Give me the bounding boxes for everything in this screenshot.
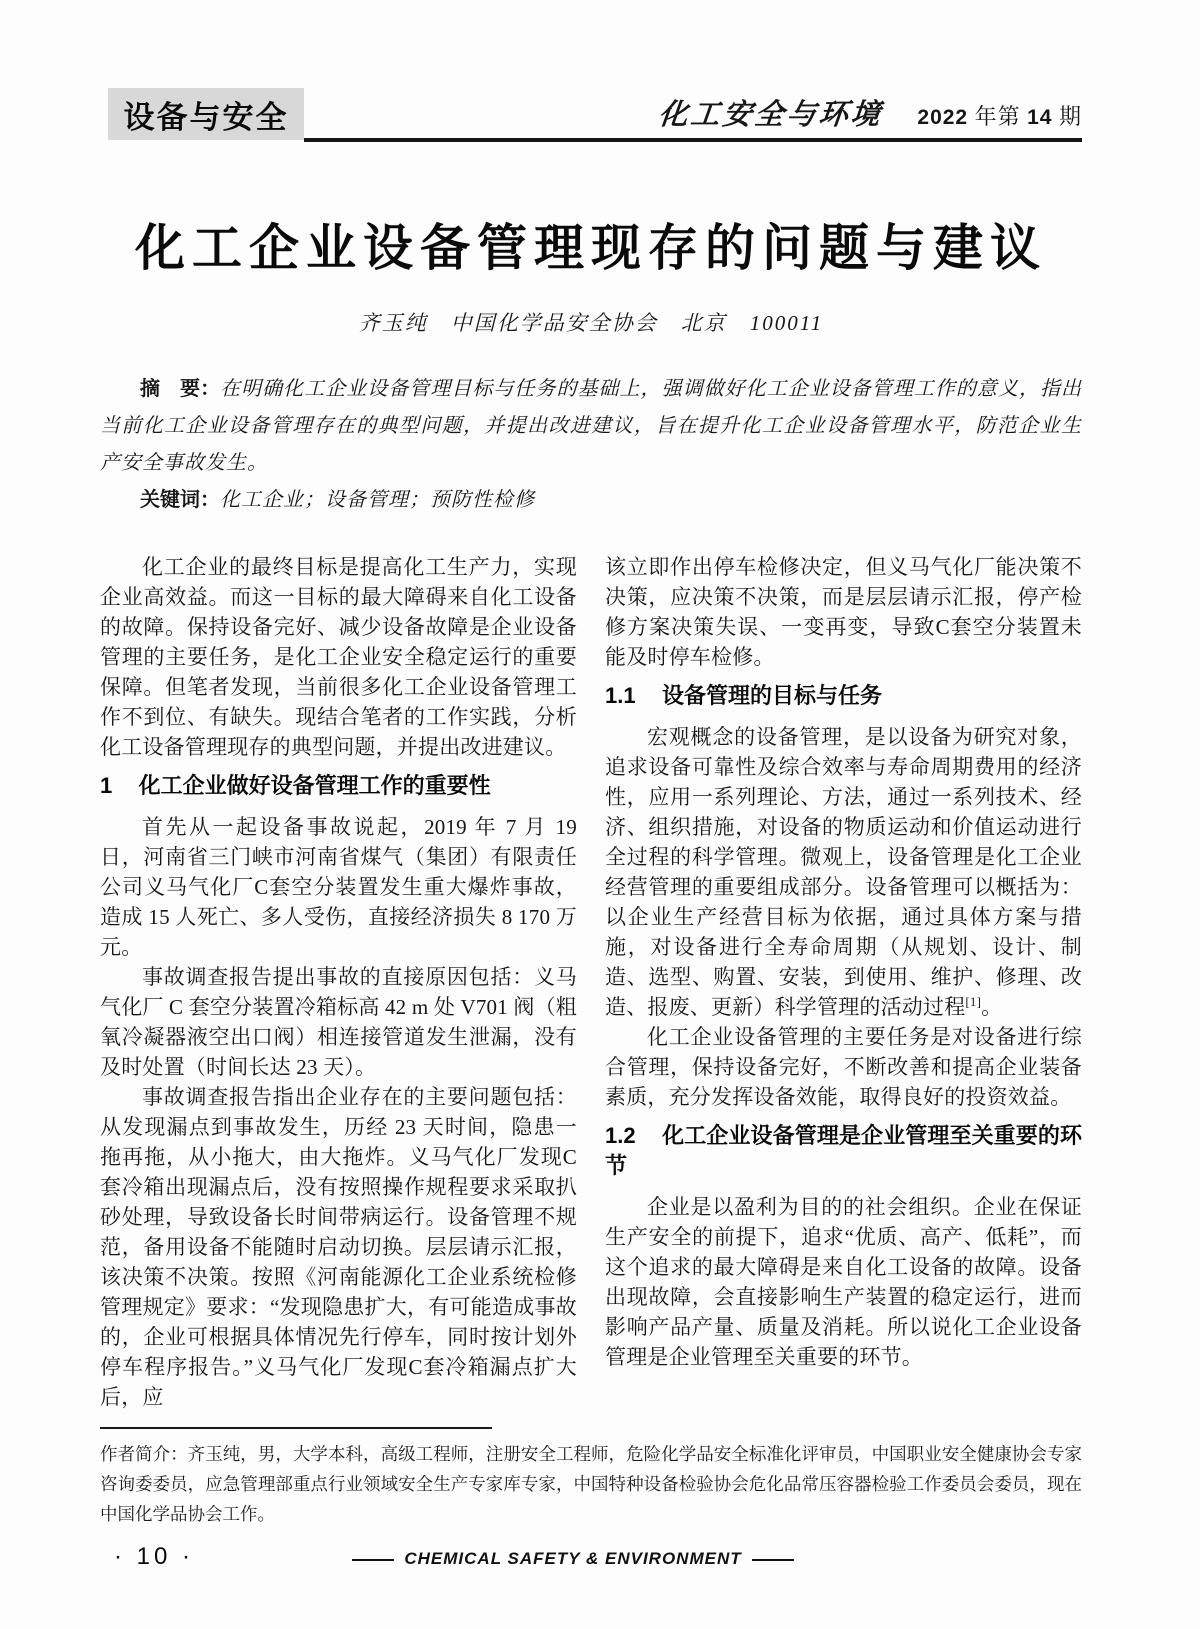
paragraph-profit-organization: 企业是以盈利为目的的社会组织。企业在保证生产安全的前提下，追求“优质、高产、低耗”，而这个追求的最大障碍是来自化工设备的故障。设备出现故障，会直接影响生产装置的稳定运行，进而影响产品产量、质量及消耗。所以说化工企业设备管理是企业管理至关重要的环节。 — [605, 1195, 1082, 1369]
authors-line: 齐玉纯 中国化学品安全协会 北京 100011 — [358, 311, 824, 335]
header-right — [659, 92, 1082, 133]
paragraph-main-task: 化工企业设备管理的主要任务是对设备进行综合管理，保持设备完好，不断改善和提高企业装备素质，充分发挥设备效能，取得良好的投资效益。 — [605, 1025, 1082, 1109]
journal-name: 化工安全与环境 — [657, 99, 885, 131]
reference-marker: [1] — [965, 994, 982, 1009]
section-1-title: 化工企业做好设备管理工作的重要性 — [138, 773, 491, 798]
paragraph-direct-cause: 事故调查报告提出事故的直接原因包括：义马气化厂 C 套空分装置冷箱标高 42 m 处 V701 阀（粗氧冷凝器液空出口阀）相连接管道发生泄漏，没有及时处置（时间长达 23 天）。 — [100, 965, 577, 1079]
section-1-1-title: 设备管理的目标与任务 — [661, 683, 882, 708]
column-label: 设备与安全 — [123, 99, 289, 135]
keywords-paragraph — [100, 482, 1082, 519]
abstract-text: 在明确化工企业设备管理目标与任务的基础上，强调做好化工企业设备管理工作的意义，指出当前化工企业设备管理存在的典型问题，并提出改进建议，旨在提升化工企业设备管理水平，防范企业生产安全事故发生。 — [100, 378, 1083, 474]
issue-sep1: 年第 — [968, 104, 1028, 129]
left-column — [100, 552, 577, 1412]
right-column — [605, 552, 1082, 1412]
keywords-text: 化工企业；设备管理；预防性检修 — [220, 489, 535, 511]
issue-number: 14 — [1027, 106, 1053, 129]
section-1-number: 1 — [100, 773, 113, 798]
macro-concept-period: 。 — [981, 995, 1003, 1019]
article-title: 化工企业设备管理现存的问题与建议 — [135, 220, 1047, 276]
abstract-label: 摘 要： — [140, 378, 221, 400]
page-number: · 10 · — [114, 1543, 195, 1570]
issue-year: 2022 — [917, 106, 969, 129]
author-bio: 作者简介：齐玉纯，男，大学本科，高级工程师，注册安全工程师，危险化学品安全标准化评审员，中国职业安全健康协会专家咨询委委员，应急管理部重点行业领域安全生产专家库专家，中国特种设备检验协会危化品常压容器检验工作委员会委员，现在中国化学品协会工作。 — [100, 1444, 1082, 1524]
header-rule — [304, 138, 1082, 142]
section-heading-1-2 — [605, 1121, 1082, 1181]
abstract-block — [100, 371, 1082, 519]
paragraph-main-problems: 事故调查报告指出企业存在的主要问题包括：从发现漏点到事故发生，历经 23 天时间，隐患一拖再拖，从小拖大，由大拖炸。义马气化厂发现C套冷箱出现漏点后，没有按照操作规程要求采取扒砂处理，导致设备长时间带病运行。设备管理不规范，备用设备不能随时启动切换。层层请示汇报，该决策不决策。按照《河南能源化工企业系统检修管理规定》要求：“发现隐患扩大，有可能造成事故的，企业可根据具体情况先行停车，同时按计划外停车程序报告。”义马气化厂发现C套冷箱漏点扩大后，应 — [100, 1085, 577, 1409]
paragraph-intro: 化工企业的最终目标是提高化工生产力，实现企业高效益。而这一目标的最大障碍来自化工设备的故障。保持设备完好、减少设备故障是企业设备管理的主要任务，是化工企业安全稳定运行的重要保障。但笔者发现，当前很多化工企业设备管理工作不到位、有缺失。现结合笔者的工作实践，分析化工设备管理现存的典型问题，并提出改进建议。 — [100, 555, 577, 759]
paragraph-accident: 首先从一起设备事故说起，2019 年 7 月 19 日，河南省三门峡市河南省煤气（集团）有限责任公司义马气化厂C套空分装置发生重大爆炸事故，造成 15 人死亡、多人受伤，直接经济损失 8 170 万元。 — [100, 815, 577, 959]
dash-left — [352, 1559, 394, 1561]
macro-concept-text: 宏观概念的设备管理，是以设备为研究对象，追求设备可靠性及综合效率与寿命周期费用的经济性，应用一系列理论、方法，通过一系列技术、经济、组织措施，对设备的物质运动和价值运动进行全过程的科学管理。微观上，设备管理是化工企业经营管理的重要组成部分。设备管理可以概括为：以企业生产经营目标为依据，通过具体方案与措施，对设备进行全寿命周期（从规划、设计、制造、选型、购置、安装，到使用、维护、修理、改造、报废、更新）科学管理的活动过程 — [605, 725, 1082, 1019]
column-label-box — [108, 88, 304, 140]
section-1-2-number: 1.2 — [605, 1123, 636, 1148]
section-heading-1 — [100, 771, 577, 801]
footer-row — [100, 1543, 1082, 1577]
page-footer — [100, 1423, 1082, 1629]
abstract-paragraph — [100, 371, 1082, 482]
dash-right — [752, 1559, 794, 1561]
issue-info — [917, 100, 1082, 131]
section-heading-1-1 — [605, 681, 1082, 711]
page-header — [100, 88, 1082, 142]
section-1-1-number: 1.1 — [605, 683, 636, 708]
journal-english-name — [100, 1549, 1046, 1569]
section-1-2-title: 化工企业设备管理是企业管理至关重要的环节 — [605, 1123, 1082, 1178]
body-columns — [100, 552, 1082, 1412]
issue-sep2: 期 — [1052, 104, 1082, 129]
author-bio-rule — [100, 1427, 492, 1429]
journal-english-text: CHEMICAL SAFETY & ENVIRONMENT — [404, 1549, 742, 1568]
keywords-label: 关键词： — [140, 489, 220, 511]
paragraph-macro-concept — [605, 722, 1082, 1022]
paragraph-main-problems-continued: 该立即作出停车检修决定，但义马气化厂能决策不决策，应决策不决策，而是层层请示汇报，停产检修方案决策失误、一变再变，导致C套空分装置未能及时停车检修。 — [605, 555, 1082, 669]
